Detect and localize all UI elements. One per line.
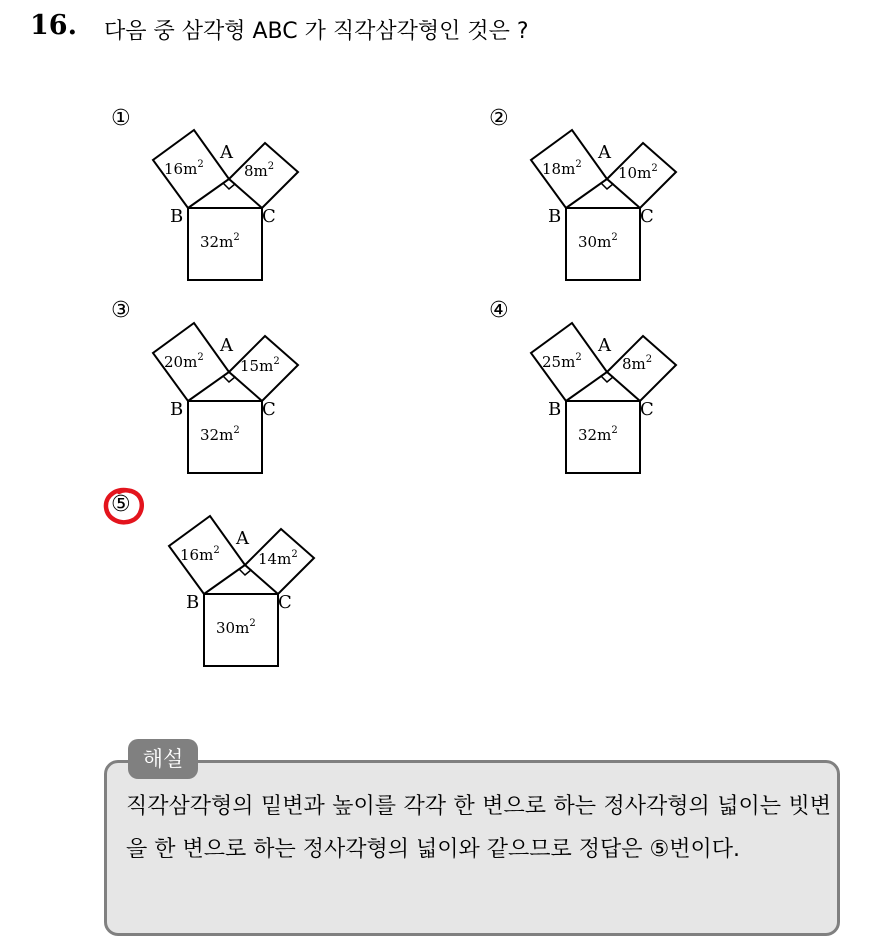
left-area-label: $20m^2$ [164,352,204,371]
bottom-area-label: $30m^2$ [578,232,618,251]
vertex-a-label: A [598,142,611,163]
bottom-area-label: $32m^2$ [578,425,618,444]
option-3-figure [140,311,320,481]
vertex-c-label: C [278,592,292,613]
vertex-a-label: A [220,142,233,163]
right-area-label: $14m^2$ [258,549,298,568]
vertex-b-label: B [186,592,200,613]
bottom-area-label: $32m^2$ [200,232,240,251]
left-area-label: $16m^2$ [164,159,204,178]
left-area-label: $18m^2$ [542,159,582,178]
vertex-b-label: B [548,206,562,227]
left-area-label: $16m^2$ [180,545,220,564]
vertex-c-label: C [640,206,654,227]
option-2-marker[interactable]: ② [489,106,509,131]
option-1-figure [140,118,320,288]
question-number: 16. [30,10,77,41]
option-5-marker[interactable]: ⑤ [111,492,131,517]
left-area-label: $25m^2$ [542,352,582,371]
vertex-b-label: B [170,206,184,227]
right-area-label: $8m^2$ [244,161,275,180]
option-3-marker[interactable]: ③ [111,298,131,323]
right-area-label: $15m^2$ [240,356,280,375]
option-2-figure [518,118,698,288]
option-4-marker[interactable]: ④ [489,298,509,323]
option-1-marker[interactable]: ① [111,106,131,131]
option-5-figure [156,504,336,674]
option-4-figure [518,311,698,481]
vertex-b-label: B [548,399,562,420]
vertex-c-label: C [640,399,654,420]
explanation-text: 직각삼각형의 밑변과 높이를 각각 한 변으로 하는 정사각형의 넓이는 빗변을 한 변으로 하는 정사각형의 넓이와 같으므로 정답은 ⑤번이다. [126,794,831,862]
vertex-c-label: C [262,399,276,420]
vertex-b-label: B [170,399,184,420]
vertex-c-label: C [262,206,276,227]
right-area-label: $10m^2$ [618,163,658,182]
explanation-tab: 해설 [128,739,198,779]
bottom-area-label: $32m^2$ [200,425,240,444]
right-area-label: $8m^2$ [622,354,653,373]
vertex-a-label: A [598,335,611,356]
question-text: 다음 중 삼각형 ABC 가 직각삼각형인 것은 ? [104,19,529,44]
bottom-area-label: $30m^2$ [216,618,256,637]
vertex-a-label: A [220,335,233,356]
vertex-a-label: A [236,528,249,549]
